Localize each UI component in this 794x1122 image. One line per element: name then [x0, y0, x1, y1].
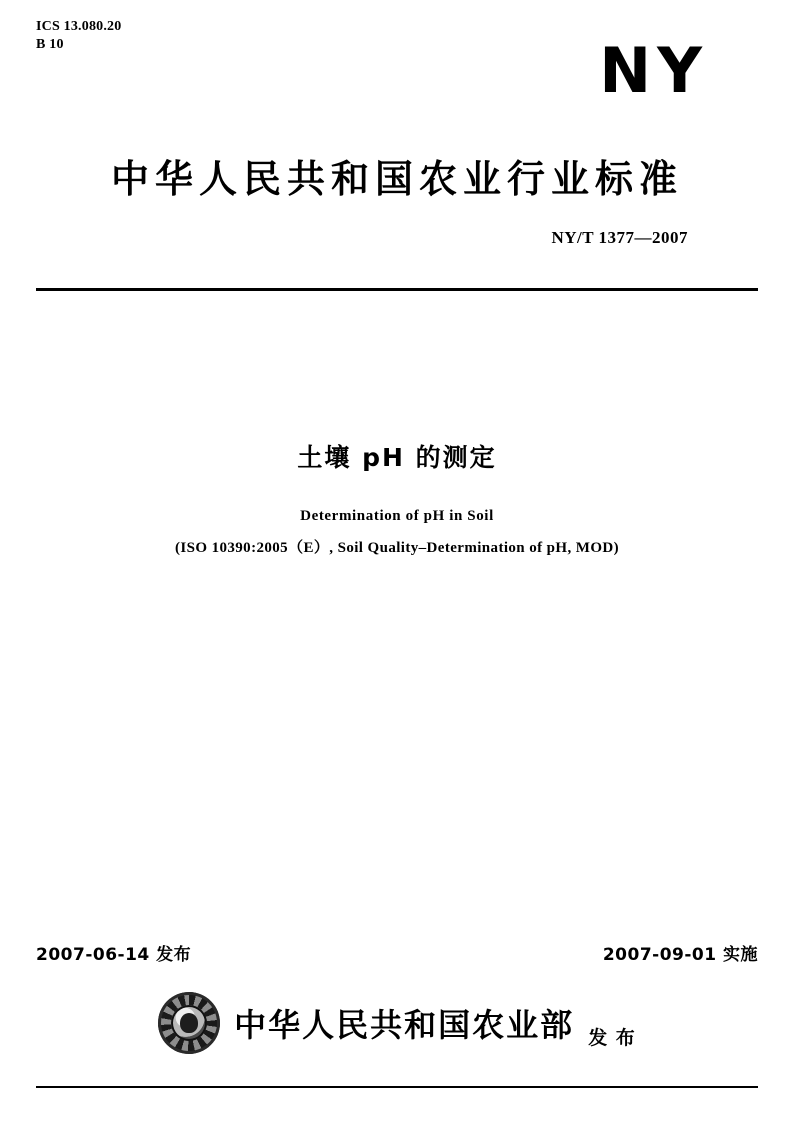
header-divider — [36, 288, 758, 291]
issue-date: 2007-06-14 发布 — [36, 945, 192, 965]
iso-equivalence-note: (ISO 10390:2005（E）, Soil Quality–Determination of pH, MOD) — [174, 540, 620, 556]
document-title: 土壤 pH 的测定 — [297, 443, 497, 472]
page-title: 中华人民共和国农业行业标准 — [110, 157, 683, 201]
ny-logo: NY — [599, 34, 708, 107]
classification-code: B 10 — [36, 37, 64, 52]
ics-block — [36, 18, 121, 54]
publisher-name: 中华人民共和国农业部 — [234, 1006, 575, 1044]
ministry-emblem-icon — [158, 992, 220, 1054]
effective-date: 2007-09-01 实施 — [602, 945, 758, 965]
publisher-row — [0, 992, 794, 1054]
document-title-english: Determination of pH in Soil — [300, 508, 494, 524]
emblem-center-icon — [180, 1013, 198, 1033]
footer-divider — [36, 1086, 758, 1088]
ics-code: ICS 13.080.20 — [36, 19, 122, 34]
publisher-verb: 发 布 — [588, 1027, 636, 1049]
standard-number: NY/T 1377—2007 — [551, 228, 688, 247]
